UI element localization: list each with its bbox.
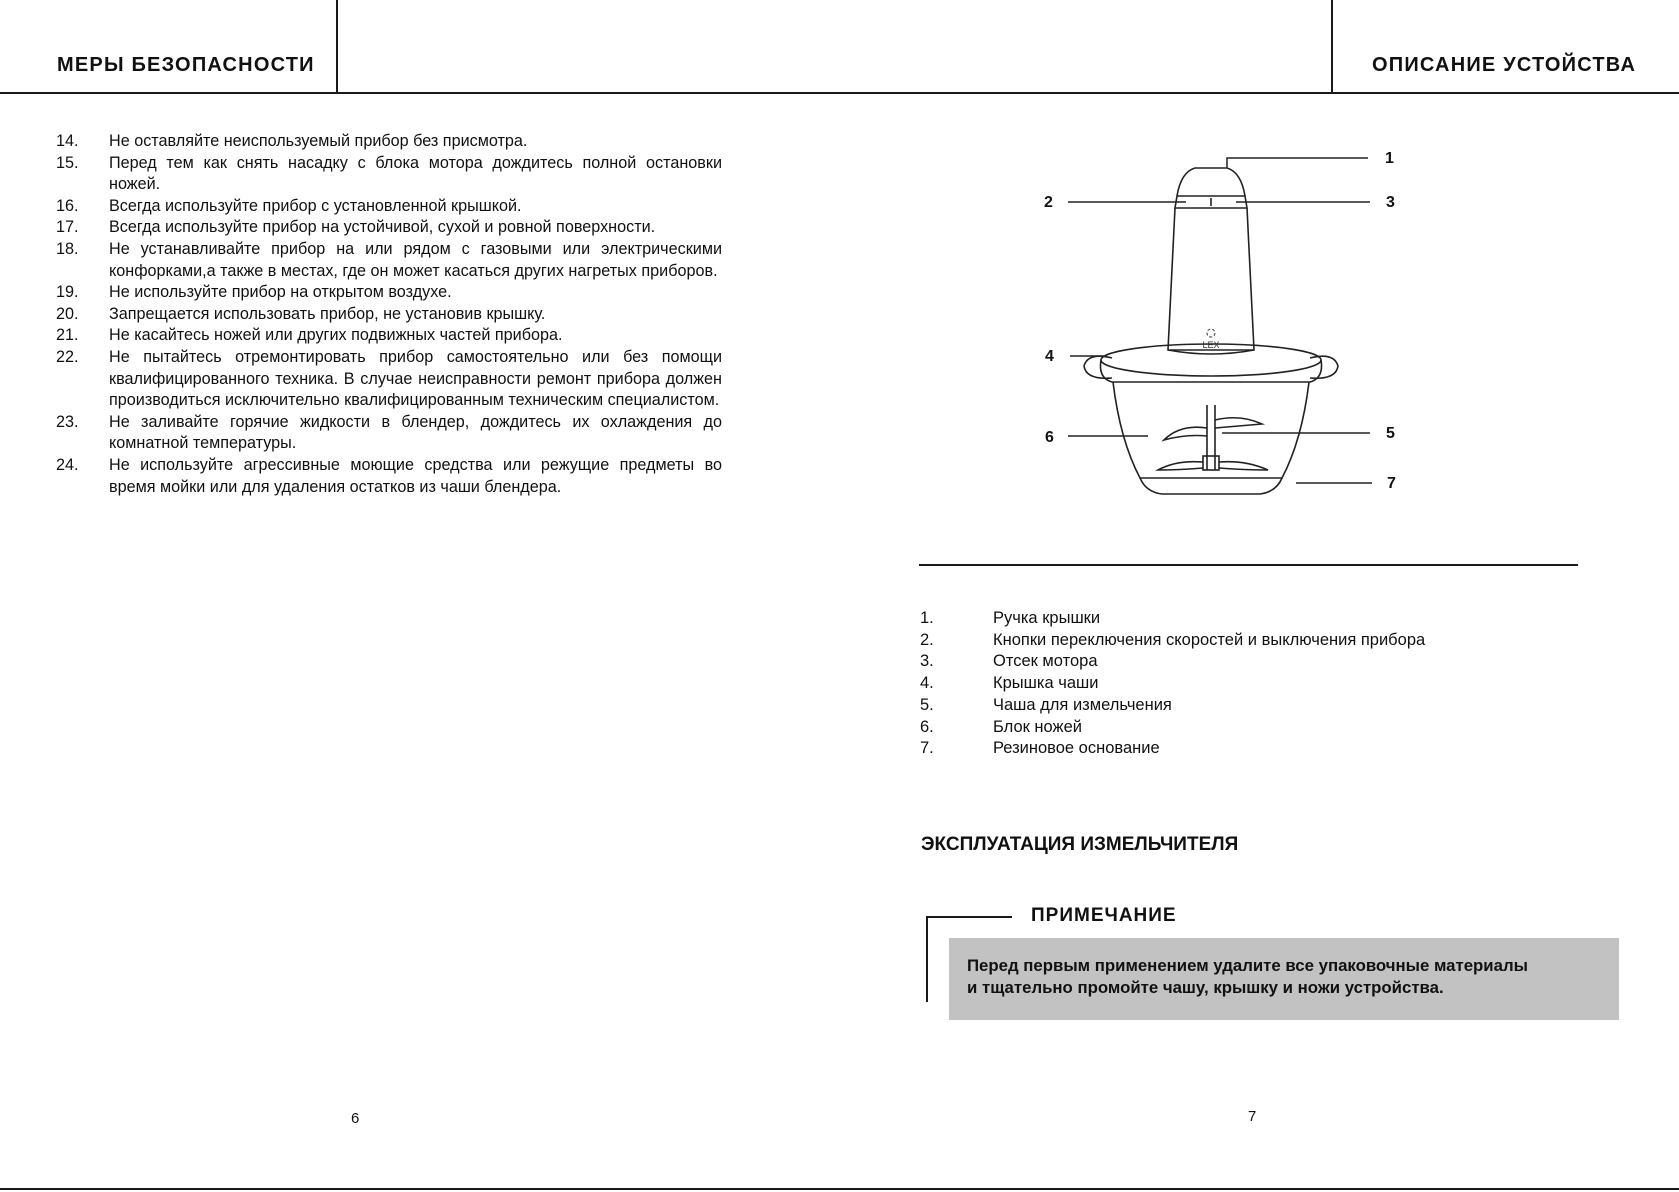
list-item bbox=[56, 239, 722, 282]
blade-lower-left bbox=[1158, 462, 1203, 470]
item-number: 24. bbox=[56, 455, 79, 474]
part-number: 7. bbox=[920, 739, 934, 758]
item-text: Запрещается использовать прибор, не установив крышку. bbox=[109, 304, 546, 323]
callout-number: 3 bbox=[1386, 194, 1395, 211]
lid-ear-right bbox=[1310, 356, 1338, 378]
item-number: 14. bbox=[56, 132, 79, 150]
item-text: Всегда используйте прибор с установленной крышкой. bbox=[109, 196, 522, 215]
part-name: Отсек мотора bbox=[993, 652, 1098, 671]
callout-number: 2 bbox=[1044, 194, 1053, 211]
list-item bbox=[56, 412, 722, 455]
blade-lower-right bbox=[1219, 462, 1268, 470]
note-bracket-top bbox=[926, 916, 1012, 918]
blade-upper-right bbox=[1215, 418, 1262, 428]
safety-rules-list bbox=[56, 131, 722, 498]
list-item bbox=[56, 131, 722, 153]
page-number-right: 7 bbox=[1248, 1108, 1257, 1125]
part-number: 6. bbox=[920, 717, 934, 736]
list-item bbox=[56, 347, 722, 412]
item-number: 21. bbox=[56, 326, 79, 345]
part-name: Кнопки переключения скоростей и выключения прибора bbox=[993, 630, 1426, 649]
item-text: Не используйте агрессивные моющие средства или режущие предметы во время мойки или для удаления остатков из чаши блендера. bbox=[109, 455, 722, 496]
parts-list bbox=[920, 608, 1425, 760]
list-item bbox=[56, 325, 722, 347]
item-text: Перед тем как снять насадку с блока мотора дождитесь полной остановки ножей. bbox=[109, 153, 722, 194]
item-number: 23. bbox=[56, 412, 79, 431]
note-text: Перед первым применением удалите все упаковочные материалы и тщательно промойте чашу, крышку и ножи устройства. bbox=[967, 956, 1528, 997]
part-number: 4. bbox=[920, 674, 934, 693]
chopper-diagram bbox=[1030, 140, 1430, 520]
list-item bbox=[920, 630, 1425, 652]
list-item bbox=[56, 153, 722, 196]
list-item bbox=[920, 673, 1425, 695]
list-item bbox=[56, 217, 722, 239]
part-name: Чаша для измельчения bbox=[993, 695, 1172, 714]
callout-number: 4 bbox=[1045, 348, 1054, 365]
part-name: Крышка чаши bbox=[993, 674, 1099, 693]
item-text: Не заливайте горячие жидкости в блендер, дождитесь их охлаждения до комнатной температуры. bbox=[109, 412, 722, 453]
right-page-title: ОПИСАНИЕ УСТОЙСТВА bbox=[1372, 54, 1637, 76]
item-number: 22. bbox=[56, 347, 79, 366]
blade-upper-left bbox=[1164, 427, 1207, 440]
brand-logo-text: LEX bbox=[1202, 340, 1220, 350]
part-number: 2. bbox=[920, 630, 934, 649]
item-number: 16. bbox=[56, 196, 79, 215]
blade-hub bbox=[1203, 456, 1219, 470]
header-divider-left bbox=[336, 0, 338, 94]
list-item bbox=[920, 717, 1425, 739]
list-item bbox=[920, 651, 1425, 673]
leader-line-1 bbox=[1227, 158, 1368, 168]
list-item bbox=[56, 455, 722, 498]
item-number: 19. bbox=[56, 283, 79, 302]
callout-number: 6 bbox=[1045, 429, 1054, 446]
callout-number: 7 bbox=[1387, 475, 1396, 492]
list-item bbox=[920, 695, 1425, 717]
item-number: 15. bbox=[56, 153, 79, 172]
note-box bbox=[949, 938, 1619, 1020]
list-item bbox=[920, 608, 1425, 630]
section-separator bbox=[919, 564, 1578, 566]
lid-ear-left bbox=[1084, 356, 1112, 378]
item-text: Не касайтесь ножей или других подвижных частей прибора. bbox=[109, 326, 563, 345]
bottom-rule bbox=[0, 1188, 1679, 1190]
item-text: Не оставляйте неиспользуемый прибор без присмотра. bbox=[109, 132, 528, 150]
item-number: 17. bbox=[56, 218, 79, 237]
part-number: 5. bbox=[920, 695, 934, 714]
item-text: Не устанавливайте прибор на или рядом с газовыми или электрическими конфорками,а также в местах, где он может касаться других нагретых приборов. bbox=[109, 239, 722, 280]
part-name: Резиновое основание bbox=[993, 739, 1160, 758]
bowl-body bbox=[1113, 382, 1309, 478]
part-number: 3. bbox=[920, 652, 934, 671]
note-bracket-side bbox=[926, 916, 928, 1002]
callout-number: 5 bbox=[1386, 425, 1395, 442]
item-text: Не пытайтесь отремонтировать прибор самостоятельно или без помощи квалифицированного техника. В случае неисправности ремонт прибора должен производиться исключительно квалифицированным техническим специалистом. bbox=[109, 347, 722, 410]
list-item bbox=[56, 304, 722, 326]
note-title: ПРИМЕЧАНИЕ bbox=[1031, 905, 1177, 926]
list-item bbox=[56, 282, 722, 304]
rubber-base bbox=[1140, 478, 1282, 494]
part-name: Блок ножей bbox=[993, 717, 1082, 736]
part-name: Ручка крышки bbox=[993, 609, 1101, 627]
operation-section-title: ЭКСПЛУАТАЦИЯ ИЗМЕЛЬЧИТЕЛЯ bbox=[921, 834, 1239, 855]
header-divider-right bbox=[1331, 0, 1333, 94]
part-number: 1. bbox=[920, 609, 934, 627]
item-text: Не используйте прибор на открытом воздухе. bbox=[109, 283, 452, 302]
header-rule bbox=[0, 92, 1679, 94]
item-number: 20. bbox=[56, 304, 79, 323]
item-text: Всегда используйте прибор на устойчивой, сухой и ровной поверхности. bbox=[109, 218, 656, 237]
left-page-title: МЕРЫ БЕЗОПАСНОСТИ bbox=[57, 54, 315, 76]
page-number-left: 6 bbox=[351, 1110, 360, 1127]
callout-number: 1 bbox=[1385, 150, 1394, 167]
item-number: 18. bbox=[56, 239, 79, 258]
list-item bbox=[56, 196, 722, 218]
motor-housing bbox=[1168, 208, 1254, 350]
list-item bbox=[920, 738, 1425, 760]
lid-handle-shape bbox=[1177, 168, 1245, 196]
brand-logo-icon bbox=[1207, 329, 1215, 337]
